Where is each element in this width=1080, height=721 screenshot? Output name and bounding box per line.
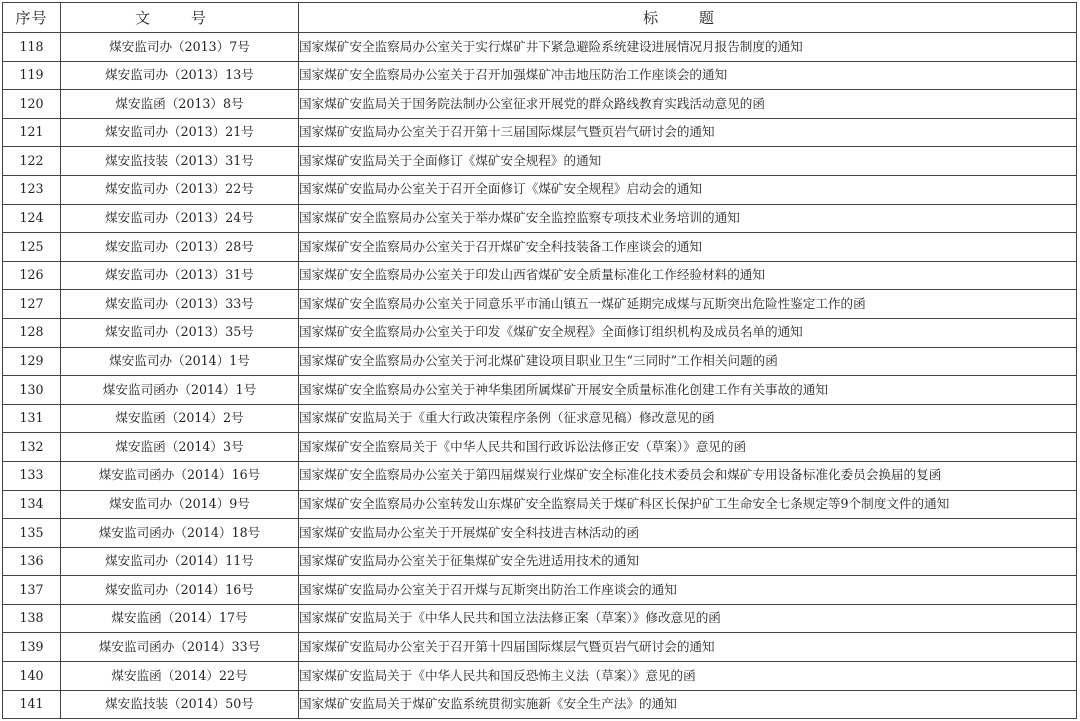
row-seq: 131 <box>3 404 61 433</box>
row-doc-number: 煤安监司函办（2014）16号 <box>61 461 299 490</box>
row-doc-number: 煤安监函（2014）3号 <box>61 433 299 462</box>
row-seq: 120 <box>3 90 61 119</box>
table-row <box>3 376 1077 405</box>
row-title: 国家煤矿安监局关于全面修订《煤矿安全规程》的通知 <box>299 147 1077 176</box>
row-seq: 125 <box>3 233 61 262</box>
row-title: 国家煤矿安监局办公室关于召开第十三届国际煤层气暨页岩气研讨会的通知 <box>299 118 1077 147</box>
row-seq: 133 <box>3 461 61 490</box>
row-title: 国家煤矿安监局办公室关于征集煤矿安全先进适用技术的通知 <box>299 547 1077 576</box>
row-title: 国家煤矿安监局关于《重大行政决策程序条例（征求意见稿）修改意见的函 <box>299 404 1077 433</box>
row-doc-number: 煤安监函（2014）22号 <box>61 662 299 691</box>
table-row <box>3 461 1077 490</box>
row-seq: 135 <box>3 519 61 548</box>
table-row <box>3 604 1077 633</box>
row-doc-number: 煤安监司办（2014）16号 <box>61 576 299 605</box>
row-doc-number: 煤安监司办（2013）31号 <box>61 261 299 290</box>
table-row <box>3 433 1077 462</box>
row-title: 国家煤矿安全监察局关于《中华人民共和国行政诉讼法修正安（草案）》意见的函 <box>299 433 1077 462</box>
row-title: 国家煤矿安监局关于国务院法制办公室征求开展党的群众路线教育实践活动意见的函 <box>299 90 1077 119</box>
row-seq: 122 <box>3 147 61 176</box>
table-row <box>3 347 1077 376</box>
row-title: 国家煤矿安全监察局办公室关于印发山西省煤矿安全质量标准化工作经验材料的通知 <box>299 261 1077 290</box>
row-title: 国家煤矿安监局关于《中华人民共和国立法法修正案（草案）》修改意见的函 <box>299 604 1077 633</box>
row-title: 国家煤矿安监局办公室关于召开第十四届国际煤层气暨页岩气研讨会的通知 <box>299 633 1077 662</box>
document-index-table <box>2 2 1077 719</box>
row-title: 国家煤矿安全监察局办公室关于河北煤矿建设项目职业卫生“三同时”工作相关问题的函 <box>299 347 1077 376</box>
row-doc-number: 煤安监司办（2014）9号 <box>61 490 299 519</box>
row-doc-number: 煤安监函（2014）2号 <box>61 404 299 433</box>
table-row <box>3 519 1077 548</box>
row-seq: 134 <box>3 490 61 519</box>
table-row <box>3 233 1077 262</box>
row-title: 国家煤矿安监局关于《中华人民共和国反恐怖主义法（草案）》意见的函 <box>299 662 1077 691</box>
row-title: 国家煤矿安全监察局办公室关于举办煤矿安全监控监察专项技术业务培训的通知 <box>299 204 1077 233</box>
table-row <box>3 175 1077 204</box>
table-row <box>3 204 1077 233</box>
table-body <box>3 33 1077 719</box>
table-row <box>3 147 1077 176</box>
row-doc-number: 煤安监司函办（2014）18号 <box>61 519 299 548</box>
table-row <box>3 547 1077 576</box>
row-doc-number: 煤安监函（2013）8号 <box>61 90 299 119</box>
table-row <box>3 490 1077 519</box>
table-row <box>3 61 1077 90</box>
row-seq: 129 <box>3 347 61 376</box>
table-row <box>3 290 1077 319</box>
table-row <box>3 261 1077 290</box>
row-seq: 123 <box>3 175 61 204</box>
row-title: 国家煤矿安全监察局办公室关于印发《煤矿安全规程》全面修订组织机构及成员名单的通知 <box>299 318 1077 347</box>
header-doc-number: 文 号 <box>61 3 299 33</box>
row-seq: 139 <box>3 633 61 662</box>
row-seq: 118 <box>3 33 61 62</box>
row-doc-number: 煤安监技装（2013）31号 <box>61 147 299 176</box>
row-seq: 119 <box>3 61 61 90</box>
table-row <box>3 404 1077 433</box>
row-title: 国家煤矿安全监察局办公室关于第四届煤炭行业煤矿安全标准化技术委员会和煤矿专用设备标准化委员会换届的复函 <box>299 461 1077 490</box>
row-seq: 127 <box>3 290 61 319</box>
row-doc-number: 煤安监司办（2013）13号 <box>61 61 299 90</box>
table-header-row <box>3 3 1077 33</box>
row-title: 国家煤矿安监局办公室关于开展煤矿安全科技进吉林活动的函 <box>299 519 1077 548</box>
row-title: 国家煤矿安全监察局办公室关于同意乐平市涌山镇五一煤矿延期完成煤与瓦斯突出危险性鉴定工作的函 <box>299 290 1077 319</box>
row-doc-number: 煤安监司办（2013）33号 <box>61 290 299 319</box>
row-seq: 124 <box>3 204 61 233</box>
row-seq: 138 <box>3 604 61 633</box>
header-title: 标 题 <box>299 3 1077 33</box>
row-title: 国家煤矿安全监察局办公室关于召开煤矿安全科技装备工作座谈会的通知 <box>299 233 1077 262</box>
table-row <box>3 118 1077 147</box>
header-seq: 序号 <box>3 3 61 33</box>
table-row <box>3 633 1077 662</box>
row-seq: 137 <box>3 576 61 605</box>
row-seq: 128 <box>3 318 61 347</box>
table-row <box>3 662 1077 691</box>
table-row <box>3 90 1077 119</box>
row-title: 国家煤矿安监局办公室关于召开全面修订《煤矿安全规程》启动会的通知 <box>299 175 1077 204</box>
table-row <box>3 33 1077 62</box>
row-doc-number: 煤安监司办（2013）28号 <box>61 233 299 262</box>
row-doc-number: 煤安监司办（2013）22号 <box>61 175 299 204</box>
row-title: 国家煤矿安全监察局办公室关于召开加强煤矿冲击地压防治工作座谈会的通知 <box>299 61 1077 90</box>
row-seq: 130 <box>3 376 61 405</box>
row-doc-number: 煤安监司办（2014）1号 <box>61 347 299 376</box>
row-doc-number: 煤安监司办（2013）21号 <box>61 118 299 147</box>
row-seq: 132 <box>3 433 61 462</box>
row-title: 国家煤矿安全监察局办公室关于神华集团所属煤矿开展安全质量标准化创建工作有关事故的通知 <box>299 376 1077 405</box>
row-doc-number: 煤安监技装（2014）50号 <box>61 690 299 719</box>
row-doc-number: 煤安监司办（2013）7号 <box>61 33 299 62</box>
row-doc-number: 煤安监司办（2013）24号 <box>61 204 299 233</box>
row-doc-number: 煤安监函（2014）17号 <box>61 604 299 633</box>
row-doc-number: 煤安监司函办（2014）33号 <box>61 633 299 662</box>
table-row <box>3 690 1077 719</box>
row-seq: 121 <box>3 118 61 147</box>
row-seq: 126 <box>3 261 61 290</box>
row-seq: 141 <box>3 690 61 719</box>
row-title: 国家煤矿安监局办公室关于召开煤与瓦斯突出防治工作座谈会的通知 <box>299 576 1077 605</box>
row-title: 国家煤矿安全监察局办公室转发山东煤矿安全监察局关于煤矿科区长保护矿工生命安全七条规定等9个制度文件的通知 <box>299 490 1077 519</box>
row-seq: 136 <box>3 547 61 576</box>
row-doc-number: 煤安监司办（2014）11号 <box>61 547 299 576</box>
row-title: 国家煤矿安监局关于煤矿安监系统贯彻实施新《安全生产法》的通知 <box>299 690 1077 719</box>
table-row <box>3 576 1077 605</box>
row-title: 国家煤矿安全监察局办公室关于实行煤矿井下紧急避险系统建设进展情况月报告制度的通知 <box>299 33 1077 62</box>
table-row <box>3 318 1077 347</box>
row-seq: 140 <box>3 662 61 691</box>
row-doc-number: 煤安监司函办（2014）1号 <box>61 376 299 405</box>
row-doc-number: 煤安监司办（2013）35号 <box>61 318 299 347</box>
